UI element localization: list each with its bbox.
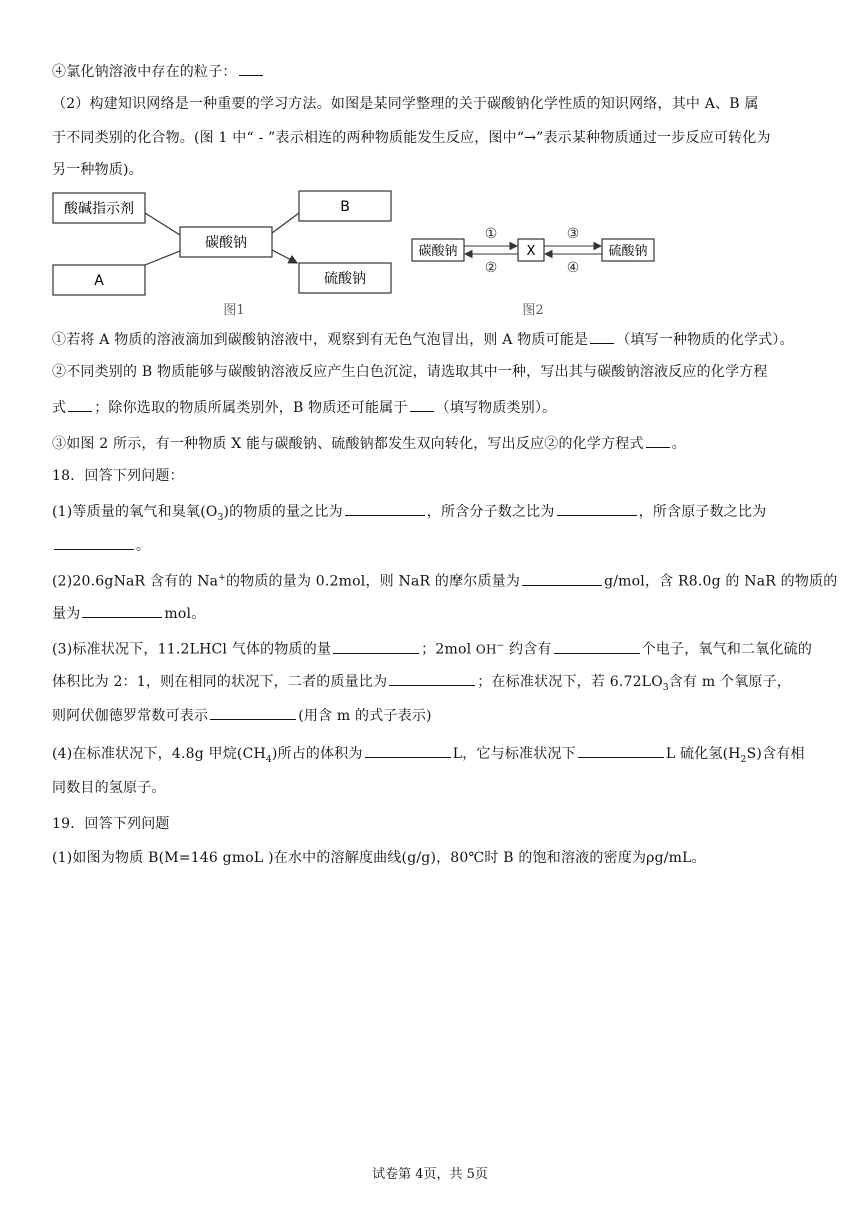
- answer-blank[interactable]: [82, 602, 162, 618]
- figure-2: [412, 226, 654, 318]
- sodium-carbonate-label: 碳酸钠: [205, 235, 247, 251]
- question-2-intro-line2: 于不同类别的化合物。(图 1 中“ - ”表示相连的两种物质能发生反应，图中“→”表示某种物质通过一步反应可转化为: [52, 130, 771, 146]
- subquestion-1: ①若将 A 物质的溶液滴加到碳酸钠溶液中，观察到有无色气泡冒出，则 A 物质可能是 （填写一种物质的化学式）。: [52, 328, 794, 350]
- q18-part1: (1)等质量的氧气和臭氧$(O_3)$的物质的量之比为 ，所含分子数之比为 ，所含原子数之比为: [52, 500, 766, 528]
- answer-blank[interactable]: [239, 60, 263, 76]
- question-19-heading: 19．回答下列问题: [52, 816, 170, 832]
- reaction-label-2: ②: [484, 260, 498, 276]
- link-a-carbonate: [145, 251, 180, 265]
- fig2-sulfate-label: 硫酸钠: [608, 244, 648, 259]
- answer-blank[interactable]: [578, 742, 664, 758]
- page-footer: 试卷第 4页，共 5页: [372, 1167, 488, 1182]
- subquestion-3: ③如图 2 所示，有一种物质 X 能与碳酸钠、硫酸钠都发生双向转化，写出反应②的化学方程式 。: [52, 432, 686, 454]
- answer-blank[interactable]: [54, 534, 134, 550]
- q18-part4-cont: 同数目的氢原子。: [52, 780, 166, 796]
- answer-blank[interactable]: [68, 396, 92, 412]
- answer-blank[interactable]: [365, 742, 451, 758]
- q18-part3-cont2: 则阿伏伽德罗常数可表示 (用含 m 的式子表示): [52, 704, 432, 726]
- question-2-intro-line1: （2）构建知识网络是一种重要的学习方法。如图是某同学整理的关于碳酸钠化学性质的知识网络，其中 A、B 属: [52, 96, 759, 112]
- a-label: A: [94, 273, 104, 289]
- link-indicator-carbonate: [145, 213, 180, 235]
- q19-part1: (1)如图为物质 B(M=146 gmoL )在水中的溶解度曲线(g/g)，80℃时 B 的饱和溶液的密度为ρg/mL。: [52, 850, 706, 866]
- answer-blank[interactable]: [646, 432, 670, 448]
- question-2-intro-line3: 另一种物质)。: [52, 162, 143, 178]
- item-sodium-chloride-particles: ④氯化钠溶液中存在的粒子：: [52, 60, 265, 82]
- answer-blank[interactable]: [554, 638, 640, 654]
- knowledge-network-diagram: [52, 188, 662, 322]
- sodium-sulfate-label: 硫酸钠: [324, 271, 366, 287]
- reaction-label-3: ③: [566, 226, 580, 242]
- answer-blank[interactable]: [389, 670, 475, 686]
- figure-2-caption: 图2: [522, 303, 544, 318]
- answer-blank[interactable]: [590, 328, 614, 344]
- q18-part2-cont: 量为 mol。: [52, 602, 205, 624]
- q18-part3: (3)标准状况下，11.2LHCl 气体的物质的量 ；2mol OH− 约含有 个电子，氧气和二氧化硫的: [52, 636, 812, 660]
- answer-blank[interactable]: [210, 704, 296, 720]
- subquestion-2-line2: 式 ；除你选取的物质所属类别外，B 物质还可能属于 （填写物质类别）。: [52, 396, 556, 418]
- question-18-heading: 18．回答下列问题：: [52, 468, 184, 484]
- reaction-label-1: ①: [484, 226, 498, 242]
- reaction-label-4: ④: [566, 260, 580, 276]
- q18-part1-cont: 。: [52, 534, 150, 556]
- q18-part4: (4)在标准状况下，4.8g 甲烷$(CH_4)$所占的体积为 L，它与标准状况下 L 硫化氢$(H_2S)$含有相: [52, 742, 805, 770]
- q18-part2: (2)20.6gNaR 含有的 Na+的物质的量为 0.2mol，则 NaR 的摩尔质量为 g/mol，含 R8.0g 的 NaR 的物质的: [52, 568, 837, 592]
- subquestion-2-line1: ②不同类别的 B 物质能够与碳酸钠溶液反应产生白色沉淀，请选取其中一种，写出其与碳酸钠溶液反应的化学方程: [52, 364, 768, 380]
- figure-1: [53, 191, 391, 318]
- b-label: B: [340, 199, 350, 215]
- q18-part3-cont1: 体积比为 2：1，则在相同的状况下，二者的质量比为 ；在标准状况下，若 $6.72LO_3$含有 m 个氧原子，: [52, 670, 791, 698]
- answer-blank[interactable]: [522, 570, 602, 586]
- answer-blank[interactable]: [333, 638, 419, 654]
- fig2-carbonate-label: 碳酸钠: [418, 244, 458, 259]
- arrow-carbonate-to-sulfate: [272, 250, 297, 263]
- figure-1-caption: 图1: [223, 303, 245, 318]
- indicator-label: 酸碱指示剂: [64, 201, 134, 217]
- link-carbonate-b: [272, 213, 299, 233]
- answer-blank[interactable]: [345, 500, 425, 516]
- x-label: X: [526, 244, 536, 259]
- answer-blank[interactable]: [557, 500, 637, 516]
- answer-blank[interactable]: [410, 396, 434, 412]
